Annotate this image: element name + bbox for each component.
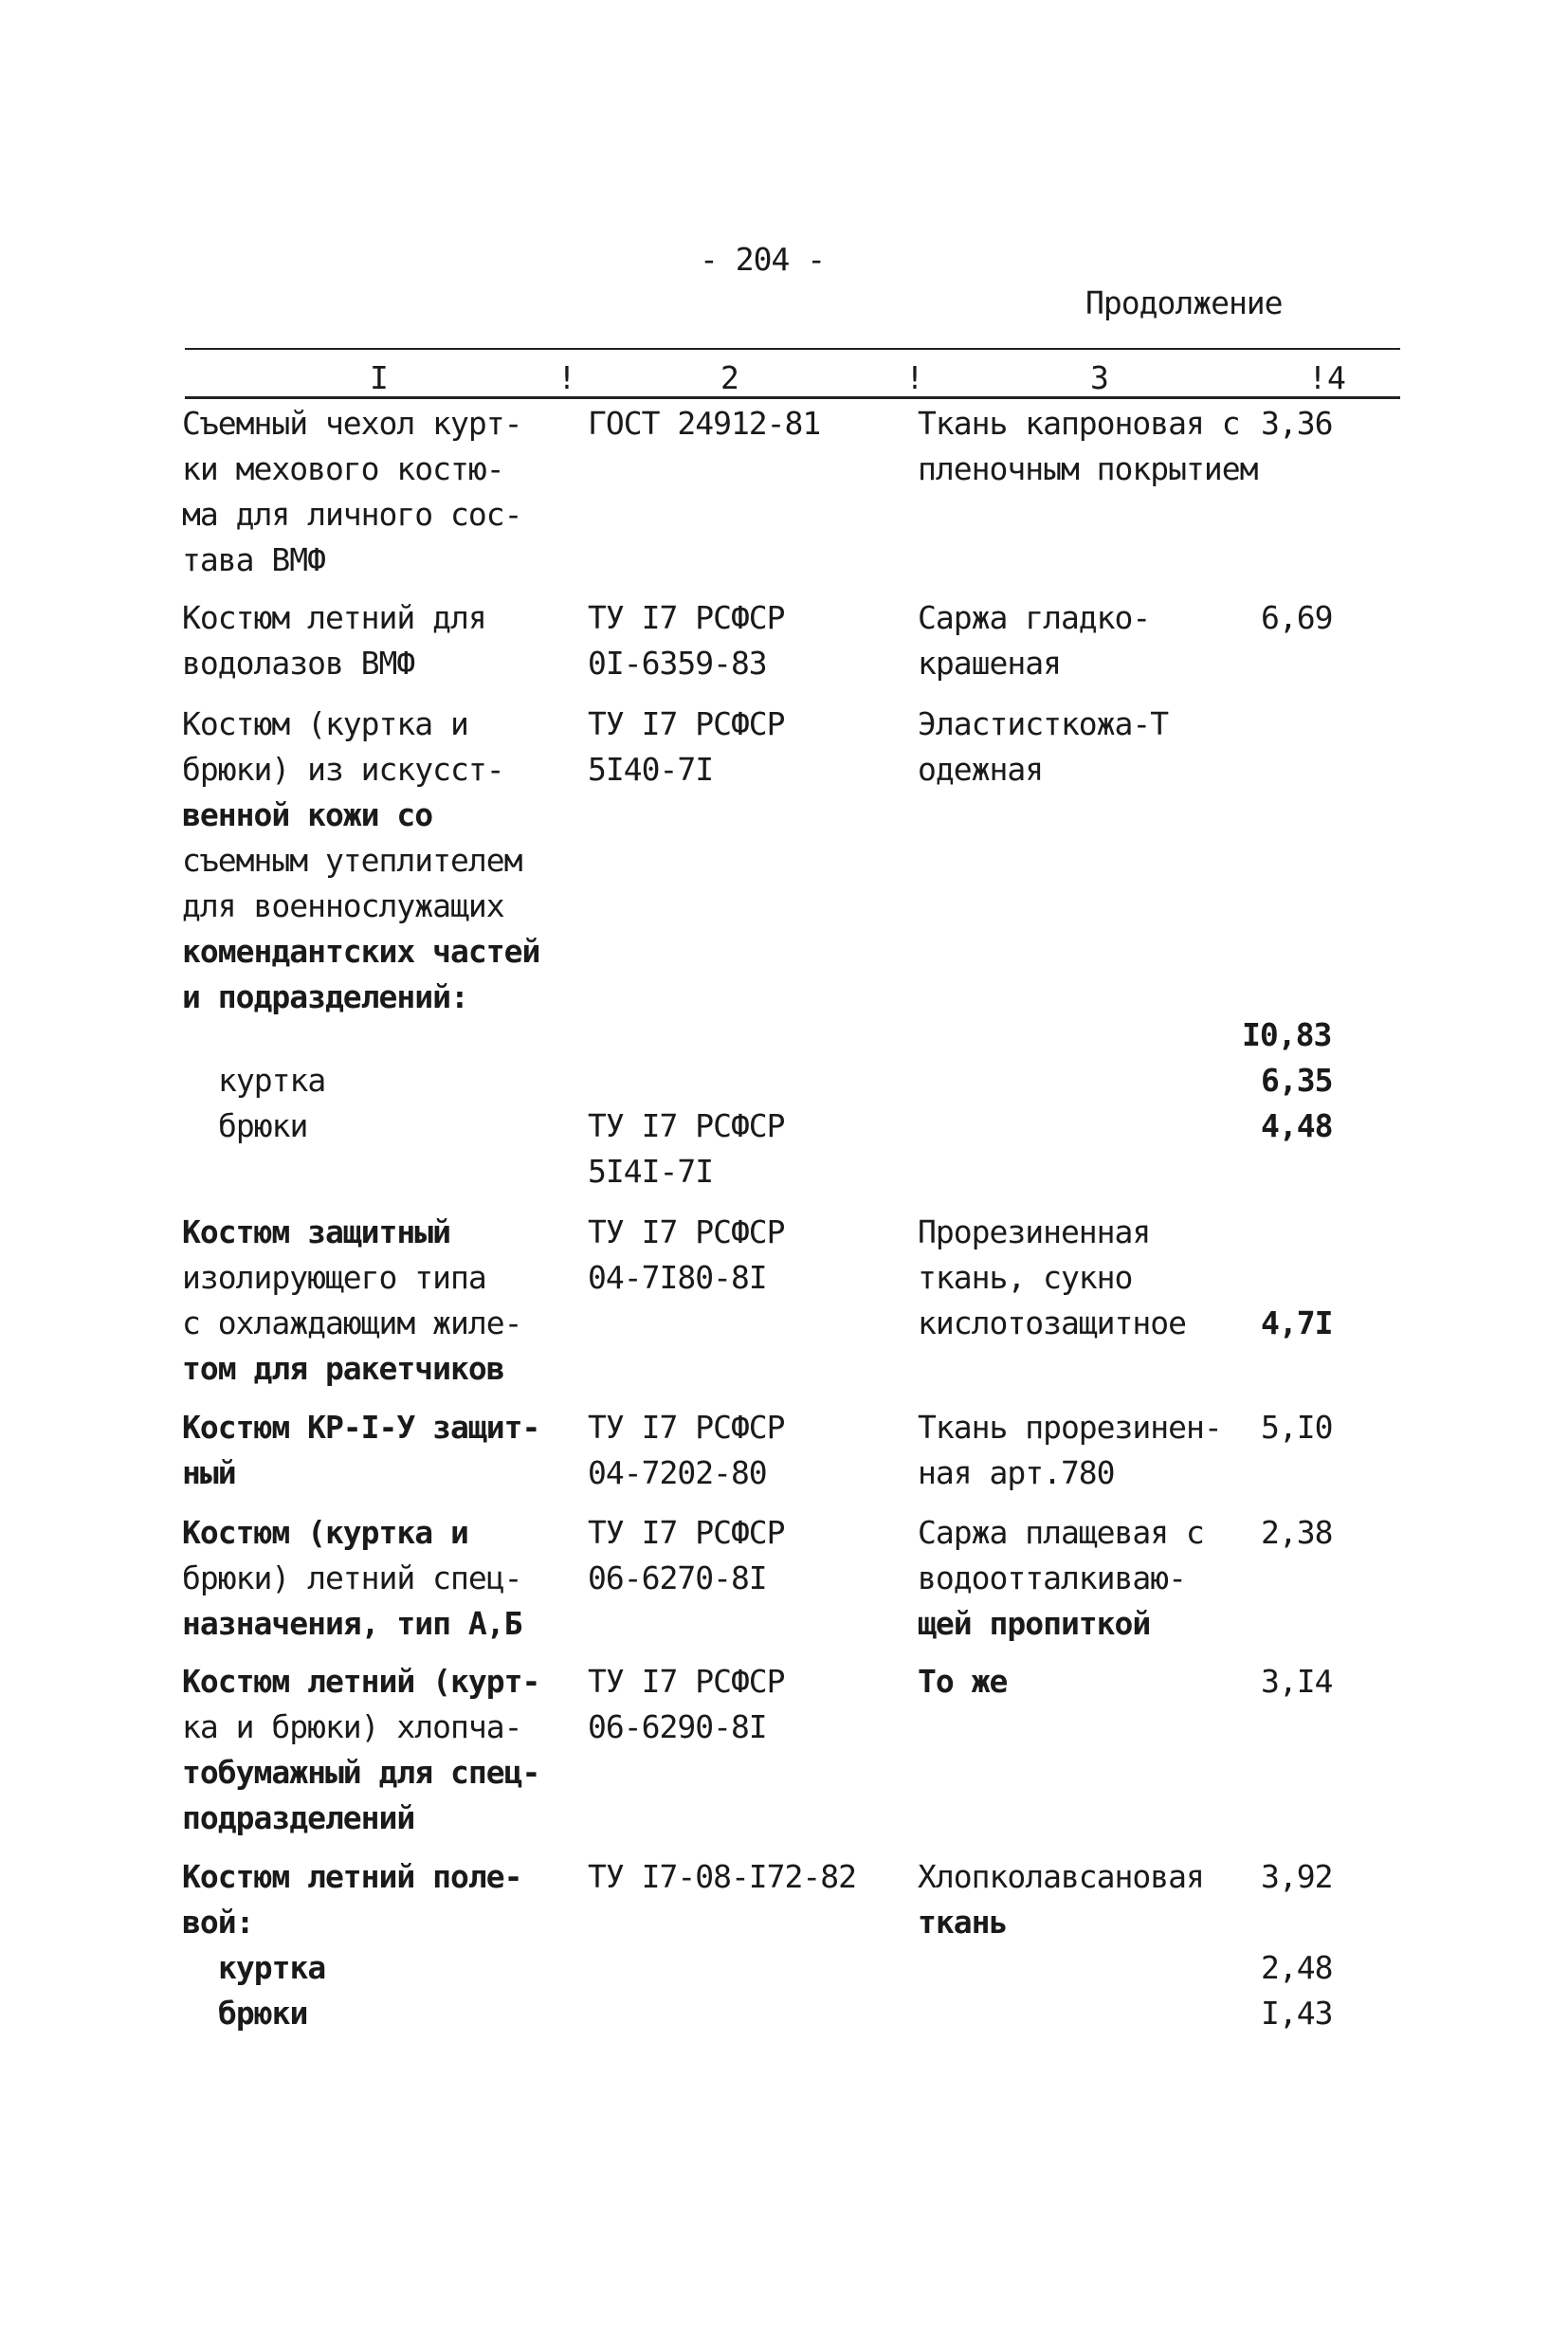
item-value: 3,I4 (1261, 1663, 1333, 1700)
item-standard: ТУ I7 РСФСР (588, 1107, 785, 1144)
sub-item-name: куртка (218, 1062, 326, 1099)
item-name: с охлаждающим жиле- (182, 1304, 522, 1341)
item-value: 3,36 (1261, 405, 1333, 442)
item-name: комендантских частей (182, 933, 540, 970)
item-material: Саржа гладко- (918, 599, 1151, 636)
item-value: 4,7I (1261, 1304, 1333, 1341)
table-top-rule (185, 348, 1400, 350)
item-material: Ткань прорезинен- (918, 1409, 1222, 1446)
item-standard: 06-6290-8I (588, 1708, 767, 1745)
item-name: Костюм летний для (182, 599, 486, 636)
item-material: одежная (918, 751, 1044, 788)
item-material: крашеная (918, 645, 1061, 682)
item-name: для военнослужащих (182, 887, 504, 924)
item-standard: ТУ I7-08-I72-82 (588, 1858, 857, 1895)
item-material: ткань (918, 1904, 1008, 1941)
item-name: ка и брюки) хлопча- (182, 1708, 522, 1745)
item-value: I0,83 (1242, 1016, 1332, 1053)
sub-item-name: брюки (218, 1107, 308, 1144)
item-standard: ГОСТ 24912-81 (588, 405, 821, 442)
item-value: 3,92 (1261, 1858, 1333, 1895)
column-header-4: 4 (1327, 359, 1345, 396)
item-standard: 5I40-7I (588, 751, 714, 788)
item-standard: 04-7I80-8I (588, 1259, 767, 1296)
item-name: Костюм КР-I-У защит- (182, 1409, 540, 1446)
table-header-rule (185, 396, 1400, 399)
item-material: Саржа плащевая с (918, 1514, 1204, 1551)
item-name: брюки) летний спец- (182, 1559, 522, 1596)
item-name: изолирующего типа (182, 1259, 486, 1296)
item-material: щей пропиткой (918, 1605, 1151, 1642)
item-name: тобумажный для спец- (182, 1754, 540, 1791)
item-name: водолазов ВМФ (182, 645, 415, 682)
column-separator: ! (1308, 359, 1326, 396)
item-standard: 0I-6359-83 (588, 645, 767, 682)
item-name: Костюм летний поле- (182, 1858, 522, 1895)
item-name: брюки) из искусст- (182, 751, 504, 788)
item-name: Съемный чехол курт- (182, 405, 522, 442)
item-material: То же (918, 1663, 1008, 1700)
item-standard: 06-6270-8I (588, 1559, 767, 1596)
item-name: ный (182, 1454, 236, 1491)
item-name: венной кожи со (182, 796, 433, 833)
sub-item-value: 2,48 (1261, 1949, 1333, 1986)
sub-item-value: 6,35 (1261, 1062, 1333, 1099)
item-material: Ткань капроновая с (918, 405, 1240, 442)
item-name: съемным утеплителем (182, 842, 522, 879)
item-material: кислотозащитное (918, 1304, 1187, 1341)
item-material: водоотталкиваю- (918, 1559, 1187, 1596)
sub-item-name: куртка (218, 1949, 326, 1986)
column-header-2: 2 (720, 359, 738, 396)
item-name: Костюм (куртка и (182, 705, 468, 742)
item-material: Эластисткожа-Т (918, 705, 1169, 742)
item-material: Хлопколавсановая (918, 1858, 1204, 1895)
item-name: том для ракетчиков (182, 1350, 504, 1387)
column-header-3: 3 (1090, 359, 1108, 396)
item-standard: ТУ I7 РСФСР (588, 1514, 785, 1551)
continuation-label: Продолжение (1085, 284, 1283, 321)
item-name: Костюм защитный (182, 1213, 451, 1250)
item-standard: ТУ I7 РСФСР (588, 1409, 785, 1446)
item-standard: ТУ I7 РСФСР (588, 705, 785, 742)
column-header-1: I (370, 359, 388, 396)
sub-item-value: I,43 (1261, 1995, 1333, 2032)
item-value: 2,38 (1261, 1514, 1333, 1551)
item-name: назначения, тип А,Б (182, 1605, 522, 1642)
page-number: - 204 - (700, 241, 826, 278)
sub-item-value: 4,48 (1261, 1107, 1333, 1144)
column-separator: ! (905, 359, 923, 396)
item-name: и подразделений: (182, 978, 468, 1015)
item-standard: 04-7202-80 (588, 1454, 767, 1491)
item-standard: 5I4I-7I (588, 1153, 714, 1190)
item-name: вой: (182, 1904, 254, 1941)
item-material: ная арт.780 (918, 1454, 1115, 1491)
item-name: тава ВМФ (182, 541, 325, 578)
item-material: пленочным покрытием (918, 450, 1258, 487)
item-name: ма для личного сос- (182, 496, 522, 533)
item-material: ткань, сукно (918, 1259, 1133, 1296)
item-name: подразделений (182, 1799, 415, 1836)
item-value: 5,I0 (1261, 1409, 1333, 1446)
item-standard: ТУ I7 РСФСР (588, 599, 785, 636)
item-value: 6,69 (1261, 599, 1333, 636)
sub-item-name: брюки (218, 1995, 308, 2032)
item-name: ки мехового костю- (182, 450, 504, 487)
column-separator: ! (557, 359, 575, 396)
item-name: Костюм летний (курт- (182, 1663, 540, 1700)
item-standard: ТУ I7 РСФСР (588, 1663, 785, 1700)
item-standard: ТУ I7 РСФСР (588, 1213, 785, 1250)
item-name: Костюм (куртка и (182, 1514, 468, 1551)
item-material: Прорезиненная (918, 1213, 1151, 1250)
